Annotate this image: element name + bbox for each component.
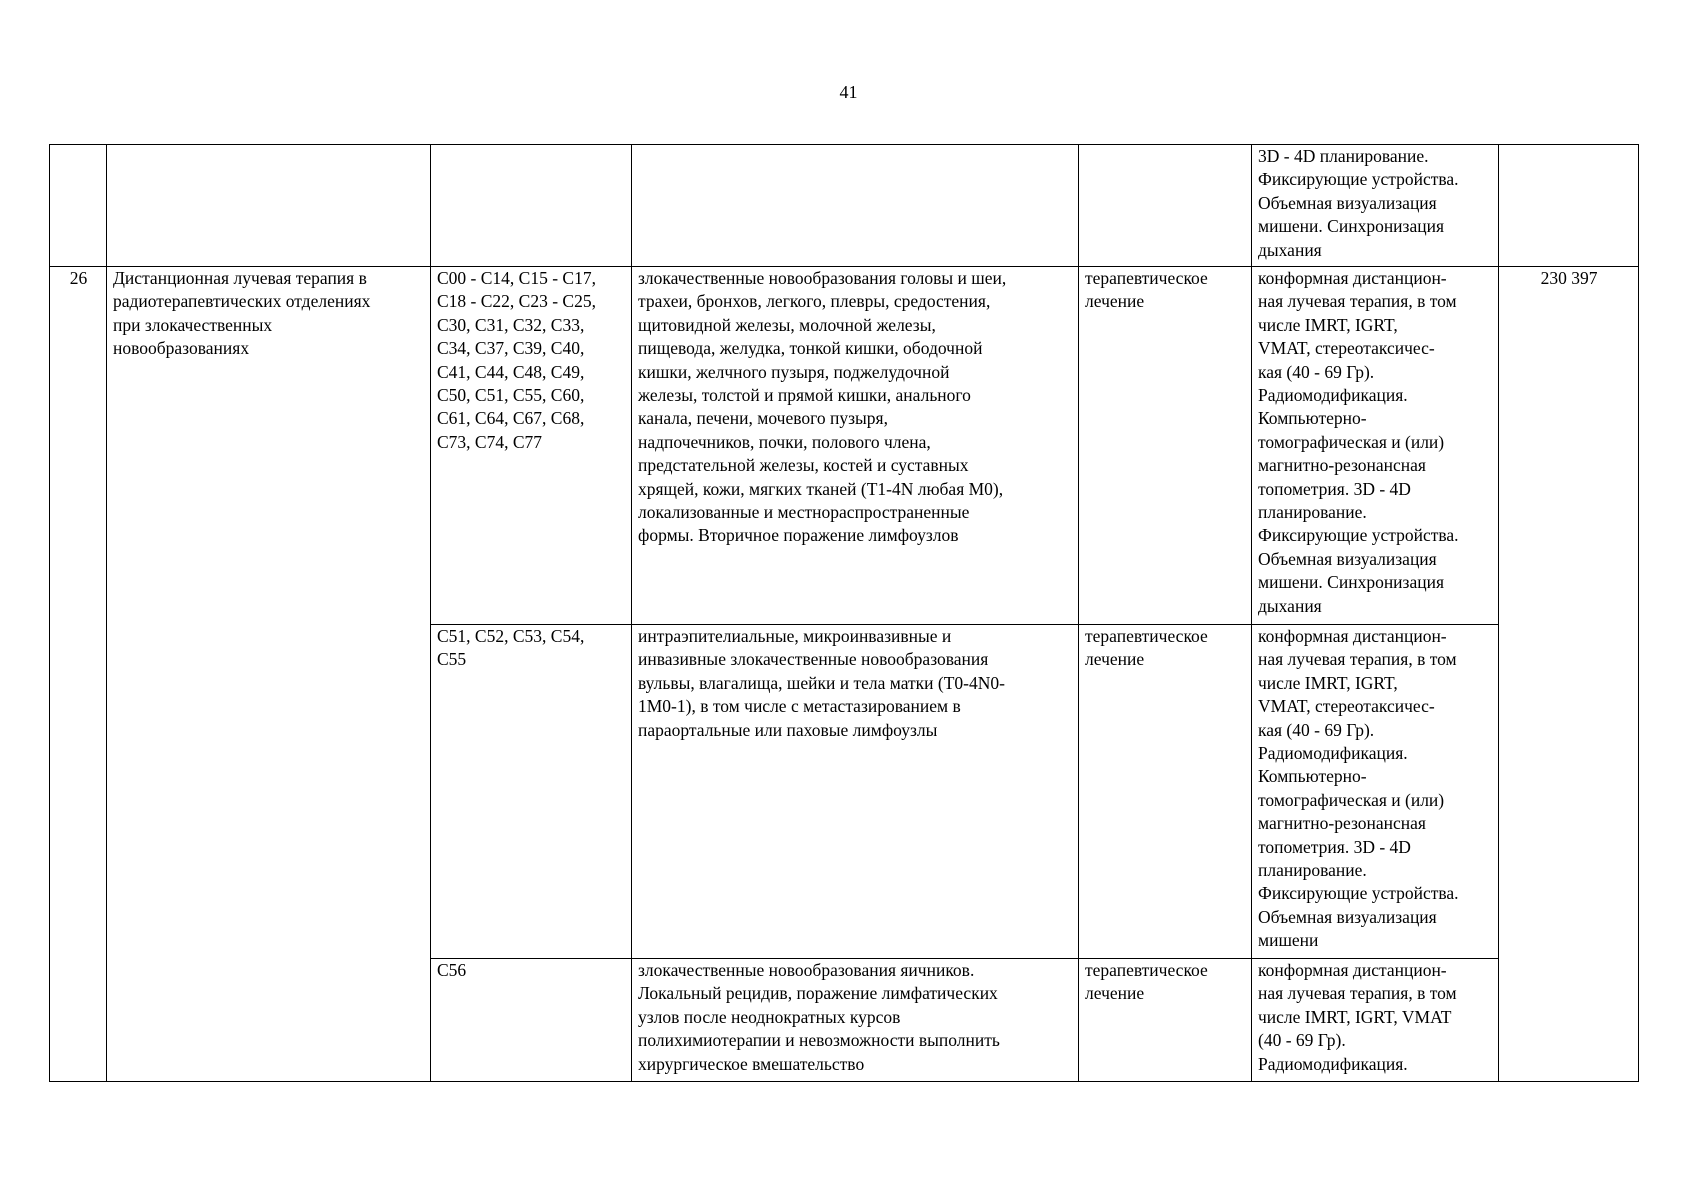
row-number: 26 [50, 267, 107, 1082]
cell-method: конформная дистанцион- ная лучевая терапия, в том числе IMRT, IGRT, VMAT, стереотаксичес- кая (40 - 69 Гр). Радиомодификация. Компьютерно- томографическая и (или) магнитно-резонансная топометрия. 3D - 4D планирование. Фиксирующие устройства. Объемная визуализация мишени [1252, 625, 1499, 959]
table-row-26-a [50, 267, 1639, 625]
cell-icd-codes: С56 [431, 959, 632, 1082]
cell-treatment: терапевтическое лечение [1079, 625, 1252, 959]
cell-price: 230 397 [1499, 267, 1639, 1082]
cell-number-empty [50, 145, 107, 267]
cell-method: конформная дистанцион- ная лучевая терапия, в том числе IMRT, IGRT, VMAT, стереотаксичес- кая (40 - 69 Гр). Радиомодификация. Компьютерно- томографическая и (или) магнитно-резонансная топометрия. 3D - 4D планирование. Фиксирующие устройства. Объемная визуализация мишени. Синхронизация дыхания [1252, 267, 1499, 625]
cell-icd-codes: С51, С52, С53, С54, С55 [431, 625, 632, 959]
cell-description: интраэпителиальные, микроинвазивные и инвазивные злокачественные новообразования вульвы, влагалища, шейки и тела матки (Т0-4N0- 1М0-1), в том числе с метастазированием в параортальные или паховые лимфоузлы [632, 625, 1079, 959]
page-number: 41 [839, 82, 858, 102]
cell-description: злокачественные новообразования яичников. Локальный рецидив, поражение лимфатических узлов после неоднократных курсов полихимиотерапии и невозможности выполнить хирургическое вмешательство [632, 959, 1079, 1082]
cell-treatment: терапевтическое лечение [1079, 267, 1252, 625]
cell-method: конформная дистанцион- ная лучевая терапия, в том числе IMRT, IGRT, VMAT (40 - 69 Гр). Радиомодификация. [1252, 959, 1499, 1082]
cell-treatment-empty [1079, 145, 1252, 267]
cell-name-empty [107, 145, 431, 267]
cell-method: 3D - 4D планирование. Фиксирующие устройства. Объемная визуализация мишени. Синхронизация дыхания [1252, 145, 1499, 267]
cell-treatment: терапевтическое лечение [1079, 959, 1252, 1082]
cell-procedure-name: Дистанционная лучевая терапия в радиотерапевтических отделениях при злокачественных новообразованиях [107, 267, 431, 1082]
cell-icd-codes: С00 - С14, С15 - С17, С18 - С22, С23 - С25, С30, С31, С32, С33, С34, С37, С39, С40, С41, С44, С48, С49, С50, С51, С55, С60, С61, С64, С67, С68, С73, С74, С77 [431, 267, 632, 625]
table-row-continued [50, 145, 1639, 267]
cell-description-empty [632, 145, 1079, 267]
cell-description: злокачественные новообразования головы и шеи, трахеи, бронхов, легкого, плевры, средостения, щитовидной железы, молочной железы, пищевода, желудка, тонкой кишки, ободочной кишки, желчного пузыря, поджелудочной железы, толстой и прямой кишки, анального канала, печени, мочевого пузыря, надпочечников, почки, полового члена, предстательной железы, костей и суставных хрящей, кожи, мягких тканей (Т1-4N любая М0), локализованные и местнораспространенные формы. Вторичное поражение лимфоузлов [632, 267, 1079, 625]
cell-codes-empty [431, 145, 632, 267]
cell-price-empty [1499, 145, 1639, 267]
medical-care-table [49, 144, 1639, 1082]
